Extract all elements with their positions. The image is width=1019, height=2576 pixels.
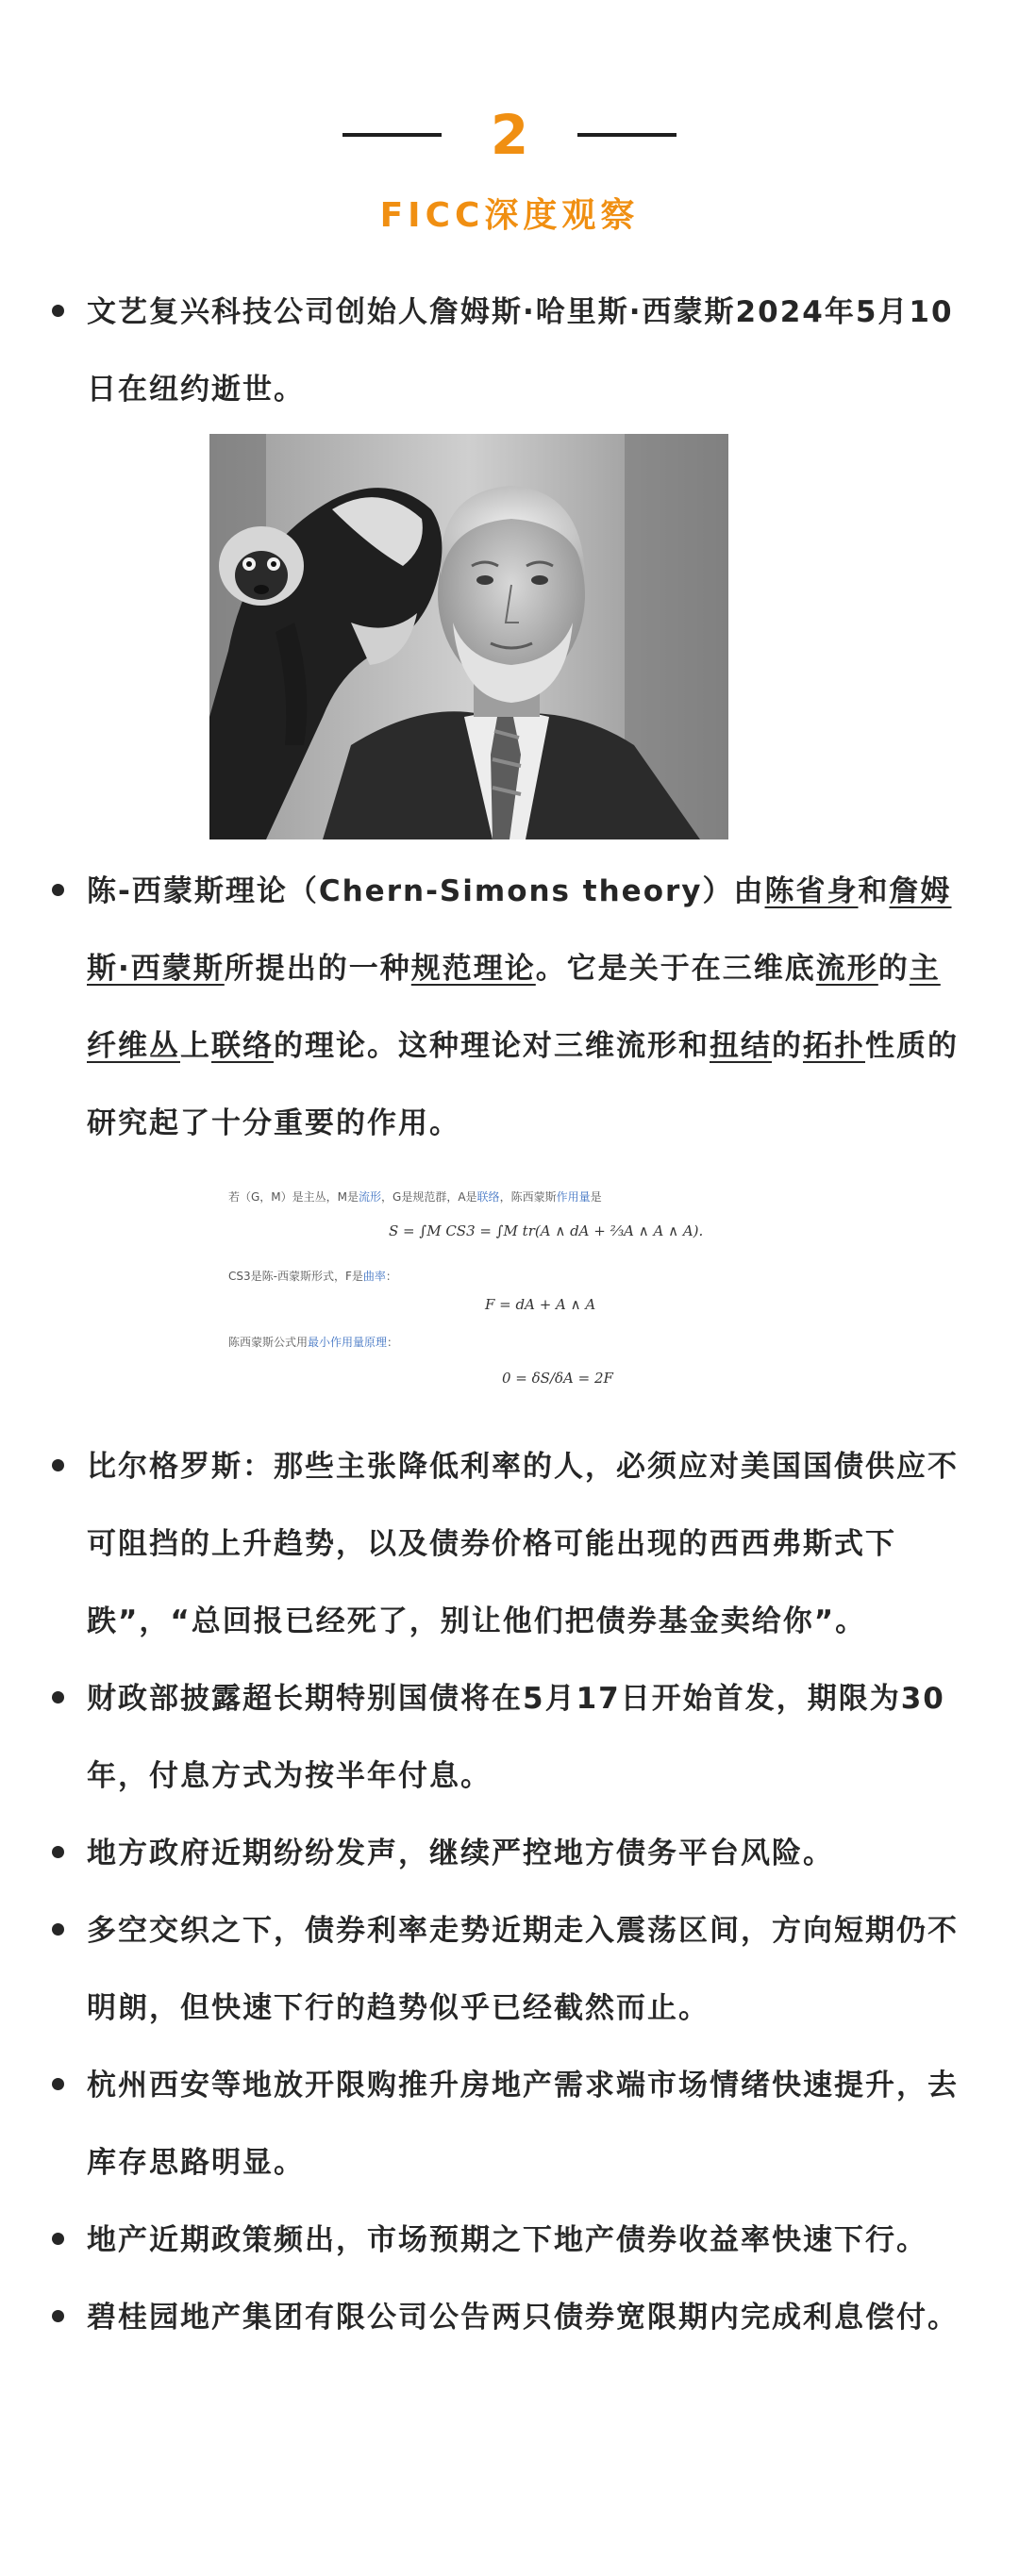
- bullet-text-part: 的理论。这种理论对三维流形和: [274, 1029, 710, 1063]
- link-principal-bundle[interactable]: 主纤维丛: [87, 952, 941, 1063]
- bullet-text: 地产近期政策频出，市场预期之下地产债券收益率快速下行。: [87, 2223, 927, 2257]
- bullet-item-local-debt: [0, 1815, 1019, 1892]
- chern-simons-formula-image: [228, 1185, 719, 1402]
- bullet-text-part: 的: [772, 1029, 803, 1063]
- section-number: 2: [490, 103, 529, 167]
- formula-link-least-action[interactable]: 最小作用量原理: [308, 1336, 388, 1349]
- bullet-text-part: 的: [877, 952, 910, 986]
- link-connection[interactable]: 联络: [211, 1029, 274, 1063]
- curvature-equation: F = dA + A ∧ A: [485, 1296, 596, 1313]
- section-number-row: [0, 102, 1019, 168]
- bullet-item-country-garden: [0, 2279, 1019, 2356]
- link-gauge-theory[interactable]: 规范理论: [410, 952, 536, 986]
- link-topology[interactable]: 拓扑: [803, 1029, 865, 1063]
- bullet-text: 财政部披露超长期特别国债将在5月17日开始首发，期限为30年，付息方式为按半年付息。: [87, 1682, 945, 1793]
- right-divider-line: [577, 133, 677, 137]
- bullet-item-bond-rates: [0, 1892, 1019, 2047]
- bullet-dot-icon: [52, 884, 64, 896]
- formula-text: 是: [590, 1190, 602, 1204]
- bullet-text-part: 和: [858, 874, 890, 908]
- formula-link-action[interactable]: 作用量: [556, 1190, 591, 1204]
- bullet-dot-icon: [52, 1923, 64, 1936]
- bullet-dot-icon: [52, 305, 64, 317]
- formula-link-curvature[interactable]: 曲率: [362, 1270, 386, 1283]
- left-divider-line: [342, 133, 442, 137]
- bullet-text: 比尔格罗斯：那些主张降低利率的人，必须应对美国国债供应不可阻挡的上升趋势，以及债券价格可能出现的西西弗斯式下跌”，“总回报已经死了，别让他们把债券基金卖给你”。: [87, 1450, 959, 1638]
- article-content: [0, 274, 1019, 2356]
- bullet-dot-icon: [52, 1459, 64, 1471]
- formula-link-manifold[interactable]: 流形: [359, 1190, 382, 1204]
- bullet-text: 文艺复兴科技公司创始人詹姆斯·哈里斯·西蒙斯2024年5月10日在纽约逝世。: [87, 295, 954, 407]
- formula-intro-line: [228, 1188, 602, 1205]
- formula-cs3-line: [228, 1268, 397, 1284]
- formula-text: ：: [387, 1336, 399, 1349]
- formula-text: ，陈西蒙斯: [499, 1190, 557, 1204]
- link-manifold[interactable]: 流形: [815, 952, 878, 986]
- bullet-item-bill-gross: [0, 1428, 1019, 1660]
- formula-text: CS3是陈-西蒙斯形式，F是: [228, 1270, 363, 1283]
- bullet-dot-icon: [52, 2078, 64, 2090]
- formula-link-connection[interactable]: 联络: [476, 1190, 500, 1204]
- formula-principle-line: [228, 1334, 398, 1350]
- bullet-item-chern-simons-theory: [0, 853, 1019, 1162]
- bullet-text: 地方政府近期纷纷发声，继续严控地方债务平台风险。: [87, 1836, 834, 1870]
- bullet-item-housing-purchase: [0, 2047, 1019, 2202]
- bullet-text-part: 陈-西蒙斯理论（Chern-Simons theory）由: [87, 874, 765, 908]
- bullet-item-special-treasury: [0, 1660, 1019, 1815]
- bullet-dot-icon: [52, 2310, 64, 2322]
- bullet-item-simons-death: [0, 274, 1019, 428]
- bullet-dot-icon: [52, 1846, 64, 1858]
- bullet-text: 多空交织之下，债券利率走势近期走入震荡区间，方向短期仍不明朗，但快速下行的趋势似乎已经截然而止。: [87, 1914, 959, 2025]
- formula-text: 若（G，M）是主丛，M是: [228, 1190, 359, 1204]
- link-knot[interactable]: 扭结: [710, 1029, 772, 1063]
- bullet-dot-icon: [52, 1691, 64, 1703]
- bullet-text: 碧桂园地产集团有限公司公告两只债券宽限期内完成利息偿付。: [87, 2301, 959, 2335]
- variation-equation: 0 = δS/δA = 2F: [502, 1370, 613, 1387]
- bullet-text-part: 。它是关于在三维底: [535, 952, 816, 986]
- bullet-dot-icon: [52, 2233, 64, 2245]
- link-james-simons[interactable]: 詹姆斯·西蒙斯: [87, 874, 952, 986]
- bullet-item-property-policy: [0, 2202, 1019, 2279]
- link-chen-xingshen[interactable]: 陈省身: [764, 874, 859, 908]
- formula-text: ：: [385, 1270, 397, 1283]
- bullet-text-part: 所提出的一种: [224, 952, 411, 986]
- formula-text: 陈西蒙斯公式用: [228, 1336, 309, 1349]
- bullet-text-part: 上: [180, 1029, 211, 1063]
- bullet-text: 杭州西安等地放开限购推升房地产需求端市场情绪快速提升，去库存思路明显。: [87, 2069, 959, 2180]
- section-title: FICC深度观察: [379, 196, 640, 235]
- bullet-text-part: 性质的研究起了十分重要的作用。: [87, 1029, 959, 1140]
- formula-text: ，G是规范群，A是: [381, 1190, 477, 1204]
- action-equation: S = ∫M CS3 = ∫M tr(A ∧ dA + ⅔A ∧ A ∧ A).: [389, 1222, 704, 1239]
- simons-with-lemur-photo: [209, 434, 728, 839]
- section-header: [0, 102, 1019, 237]
